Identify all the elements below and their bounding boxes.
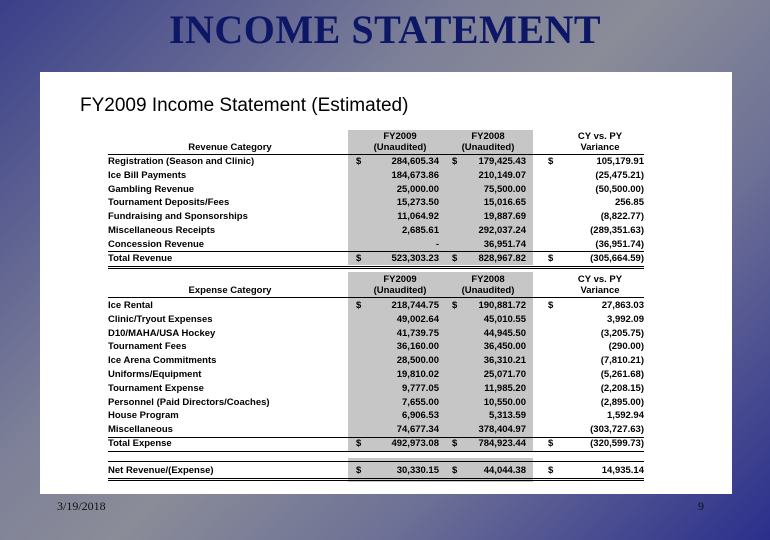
net-total-variance: 14,935.14 [601, 465, 644, 476]
revenue-row-label: Fundraising and Sponsorships [108, 211, 248, 223]
expense-row-variance: (3,205.75) [600, 327, 644, 339]
expense-total-fy2009: 492,973.08 [391, 438, 439, 449]
expense-row-label: Personnel (Paid Directors/Coaches) [108, 396, 270, 408]
revenue-row-label: Tournament Deposits/Fees [108, 197, 230, 209]
expense-row-variance: (2,895.00) [600, 396, 644, 408]
expense-row-variance: (290.00) [608, 341, 644, 353]
slide-date: 3/19/2018 [57, 499, 106, 513]
expense-row-variance: (2,208.15) [600, 382, 644, 394]
expense-row-fy2008: 190,881.72 [478, 300, 526, 311]
revenue-row-label: Registration (Season and Clinic) [108, 156, 255, 167]
currency-symbol: $ [548, 465, 554, 476]
expense-row-label: Miscellaneous [108, 424, 173, 436]
currency-symbol: $ [356, 438, 362, 449]
currency-symbol: $ [356, 300, 362, 311]
currency-symbol: $ [356, 465, 362, 476]
expense-row-fy2009: 19,810.02 [396, 369, 439, 380]
revenue-row-variance: (36,951.74) [595, 238, 644, 250]
expense-row-fy2009: 36,160.00 [396, 341, 439, 353]
revenue-row-variance: (50,500.00) [595, 183, 644, 195]
expense-row-fy2009: 28,500.00 [396, 355, 439, 367]
revenue-row-fy2008: 75,500.00 [483, 183, 526, 195]
net-double-rule [108, 480, 644, 481]
expense-row-label: Tournament Fees [108, 341, 187, 353]
expense-row-fy2008: 45,010.55 [483, 313, 526, 325]
expense-row-fy2008: 10,550.00 [483, 396, 526, 408]
expense-row-fy2009: 41,739.75 [396, 327, 439, 339]
slide-title: INCOME STATEMENT [168, 7, 602, 52]
expense-total-label: Total Expense [108, 438, 172, 449]
expense-row-label: Ice Arena Commitments [108, 355, 217, 367]
revenue-row-fy2009: 15,273.50 [396, 197, 439, 209]
currency-symbol: $ [548, 156, 554, 167]
fy2009-subheader: (Unaudited) [373, 142, 427, 153]
revenue-row-fy2009: 184,673.86 [391, 169, 439, 181]
expense-row-fy2009: 218,744.75 [391, 300, 439, 311]
currency-symbol: $ [548, 438, 554, 449]
net-double-rule [108, 478, 644, 479]
fy2008-header: FY2008 [471, 274, 505, 285]
net-total-fy2009: 30,330.15 [396, 465, 439, 476]
fy2009-header: FY2009 [383, 131, 417, 142]
expense-row-label: Ice Rental [108, 300, 153, 311]
variance-subheader: Variance [580, 285, 620, 296]
revenue-row-fy2009: 11,064.92 [397, 211, 439, 223]
currency-symbol: $ [452, 465, 458, 476]
expense-row-label: Uniforms/Equipment [108, 369, 202, 380]
expense-row-variance: (5,261.68) [600, 369, 644, 380]
expense-row-fy2008: 44,945.50 [483, 327, 526, 339]
revenue-row-fy2008: 19,887.69 [483, 211, 526, 223]
expense-row-fy2008: 25,071.70 [483, 369, 526, 380]
expense-row-label: Clinic/Tryout Expenses [108, 313, 213, 325]
revenue-row-fy2009: 25,000.00 [396, 183, 439, 195]
currency-symbol: $ [548, 252, 554, 264]
revenue-row-variance: (25,475.21) [595, 169, 644, 181]
expense-row-fy2008: 36,310.21 [483, 355, 526, 367]
revenue-row-label: Gambling Revenue [108, 183, 195, 195]
expense-row-variance: (303,727.63) [590, 424, 644, 436]
revenue-row-label: Ice Bill Payments [108, 169, 187, 181]
expense-row-fy2009: 9,777.05 [402, 382, 439, 394]
fy2009-header: FY2009 [383, 274, 417, 285]
revenue-row-fy2008: 292,037.24 [478, 225, 526, 236]
currency-symbol: $ [452, 300, 458, 311]
header-underline [108, 297, 644, 298]
expense-row-fy2008: 36,450.00 [483, 341, 526, 353]
expense-total-fy2008: 784,923.44 [478, 438, 526, 449]
total-double-rule [108, 451, 644, 452]
currency-symbol: $ [548, 300, 554, 311]
revenue-row-variance: 256.85 [614, 197, 644, 209]
fy2008-header: FY2008 [471, 131, 505, 142]
expense-row-variance: 3,992.09 [607, 313, 644, 325]
expense-row-label: D10/MAHA/USA Hockey [108, 327, 216, 339]
currency-symbol: $ [356, 252, 362, 264]
revenue-total-fy2009: 523,303.23 [391, 252, 439, 264]
variance-header: CY vs. PY [577, 274, 623, 285]
fy2008-subheader: (Unaudited) [461, 285, 515, 296]
revenue-row-variance: (289,351.63) [590, 225, 644, 236]
revenue-row-fy2008: 179,425.43 [478, 156, 526, 167]
currency-symbol: $ [452, 438, 458, 449]
currency-symbol: $ [356, 156, 362, 167]
variance-subheader: Variance [580, 142, 620, 153]
revenue-row-fy2009: 284,605.34 [391, 156, 439, 167]
revenue-row-variance: (8,822.77) [600, 211, 644, 223]
income-statement-sheet [40, 72, 732, 494]
expense-row-label: Tournament Expense [108, 382, 204, 394]
expense-row-variance: 27,863.03 [601, 300, 644, 311]
revenue-row-variance: 105,179.91 [596, 156, 644, 167]
fy2009-subheader: (Unaudited) [373, 285, 427, 296]
revenue-total-fy2008: 828,967.82 [478, 252, 526, 264]
expense-row-variance: (7,810.21) [600, 355, 644, 367]
slide-page-number: 9 [698, 499, 704, 513]
revenue-row-fy2009: - [435, 238, 439, 250]
total-double-rule [108, 266, 644, 267]
currency-symbol: $ [452, 156, 458, 167]
revenue-row-label: Miscellaneous Receipts [108, 225, 216, 236]
variance-header: CY vs. PY [577, 131, 623, 142]
revenue-row-fy2008: 36,951.74 [483, 238, 526, 250]
expense-row-fy2008: 5,313.59 [489, 410, 526, 422]
expense-row-variance: 1,592.94 [607, 410, 644, 422]
category-header: Revenue Category [188, 142, 272, 153]
expense-row-fy2009: 7,655.00 [402, 396, 439, 408]
expense-row-fy2008: 11,985.20 [484, 382, 526, 394]
expense-row-fy2009: 6,906.53 [402, 410, 439, 422]
net-top-rule [108, 461, 644, 462]
revenue-row-label: Concession Revenue [108, 238, 205, 250]
expense-row-fy2008: 378,404.97 [478, 424, 526, 436]
net-total-fy2008: 44,044.38 [483, 465, 526, 476]
fy2008-subheader: (Unaudited) [461, 142, 515, 153]
revenue-total-variance: (305,664.59) [590, 252, 644, 264]
sheet-title: FY2009 Income Statement (Estimated) [80, 95, 409, 116]
revenue-total-label: Total Revenue [108, 252, 173, 264]
revenue-row-fy2008: 210,149.07 [478, 169, 526, 181]
header-underline [108, 154, 644, 155]
expense-total-variance: (320,599.73) [590, 438, 644, 449]
category-header: Expense Category [188, 285, 272, 296]
expense-row-fy2009: 74,677.34 [396, 424, 439, 436]
total-double-rule [108, 268, 644, 269]
revenue-row-fy2008: 15,016.65 [483, 197, 526, 209]
expense-row-fy2009: 49,002.64 [396, 313, 439, 325]
expense-row-label: House Program [108, 410, 179, 422]
revenue-row-fy2009: 2,685.61 [402, 225, 439, 236]
net-total-label: Net Revenue/(Expense) [108, 465, 214, 476]
currency-symbol: $ [452, 252, 458, 264]
